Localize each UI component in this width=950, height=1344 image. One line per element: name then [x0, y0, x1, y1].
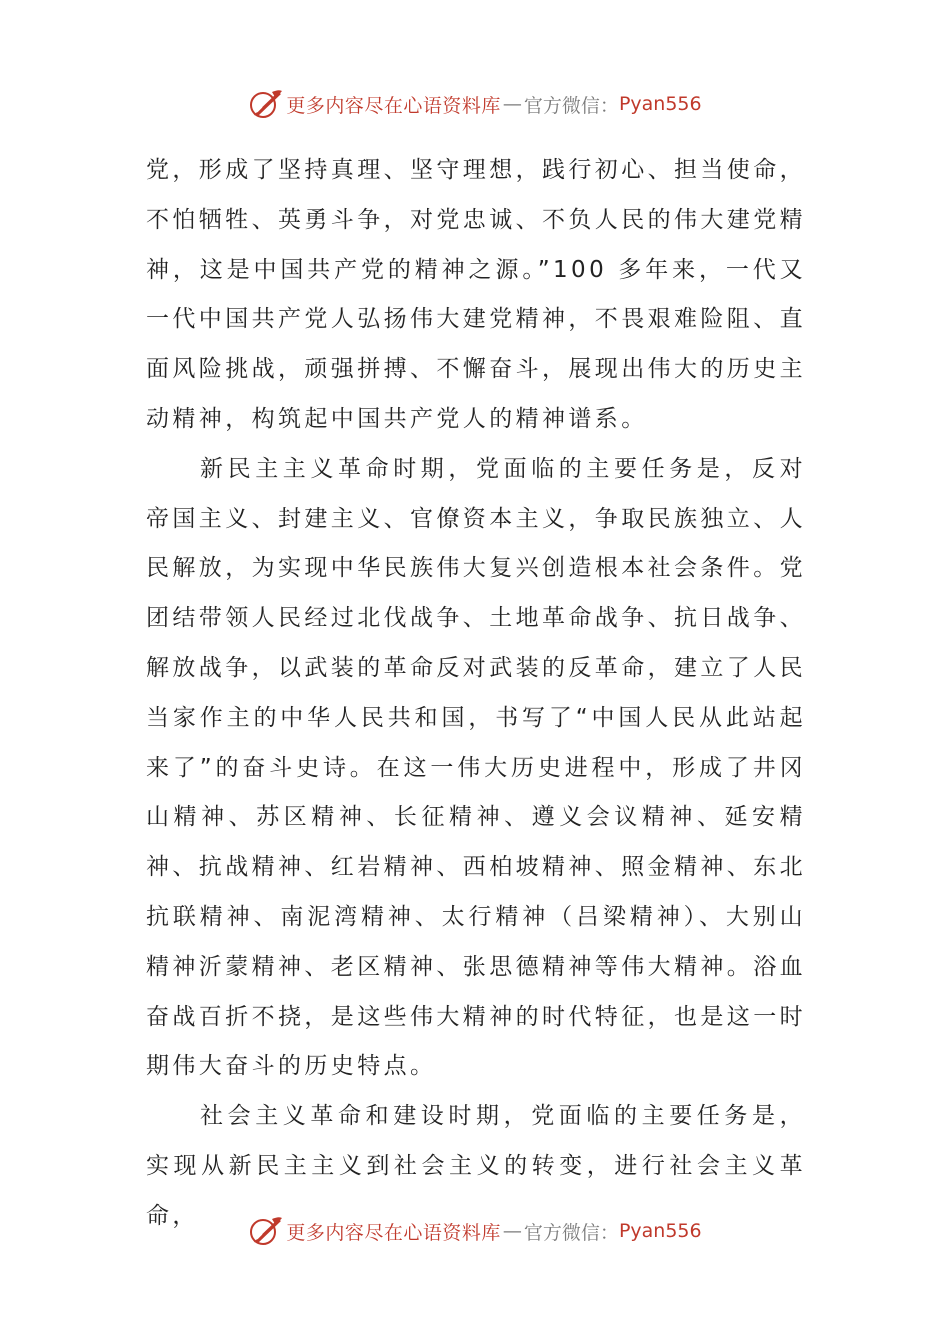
paragraph-3: 社会主义革命和建设时期，党面临的主要任务是，实现从新民主主义到社会主义的转变，进行社会主义革命，	[146, 1103, 806, 1229]
watermark-separator: —	[502, 1220, 522, 1242]
watermark-wechat-label: 官方微信：	[523, 1221, 619, 1244]
quill-pen-circle-icon	[248, 88, 284, 120]
body-text	[146, 146, 806, 1242]
paragraph-1: 党，形成了坚持真理、坚守理想，践行初心、担当使命，不怕牺牲、英勇斗争，对党忠诚、不负人民的伟大建党精神，这是中国共产党的精神之源。”100 多年来，一代又一代中国共产党人弘扬伟大建党精神，不畏艰难险阻、直面风险挑战，顽强拼搏、不懈奋斗，展现出伟大的历史主动精神，构筑起中国共产党人的精神谱系。	[146, 157, 806, 432]
quill-pen-circle-icon	[248, 1215, 284, 1247]
watermark-wechat-id: Pyan556	[618, 93, 702, 115]
watermark-wechat-label: 官方微信：	[523, 94, 619, 117]
footer-watermark	[0, 1211, 950, 1251]
paragraph-2: 新民主主义革命时期，党面临的主要任务是，反对帝国主义、封建主义、官僚资本主义，争取民族独立、人民解放，为实现中华民族伟大复兴创造根本社会条件。党团结带领人民经过北伐战争、土地革命战争、抗日战争、解放战争，以武装的革命反对武装的反革命，建立了人民当家作主的中华人民共和国，书写了“中国人民从此站起来了”的奋斗史诗。在这一伟大历史进程中，形成了井冈山精神、苏区精神、长征精神、遵义会议精神、延安精神、抗战精神、红岩精神、西柏坡精神、照金精神、东北抗联精神、南泥湾精神、太行精神（吕梁精神）、大别山精神沂蒙精神、老区精神、张思德精神等伟大精神。浴血奋战百折不挠，是这些伟大精神的时代特征，也是这一时期伟大奋斗的历史特点。	[146, 455, 806, 1080]
watermark-brand: 更多内容尽在心语资料库	[286, 94, 501, 117]
watermark-wechat-id: Pyan556	[618, 1220, 702, 1242]
watermark-brand: 更多内容尽在心语资料库	[286, 1221, 501, 1244]
watermark-separator: —	[502, 93, 522, 115]
header-watermark	[0, 84, 950, 124]
